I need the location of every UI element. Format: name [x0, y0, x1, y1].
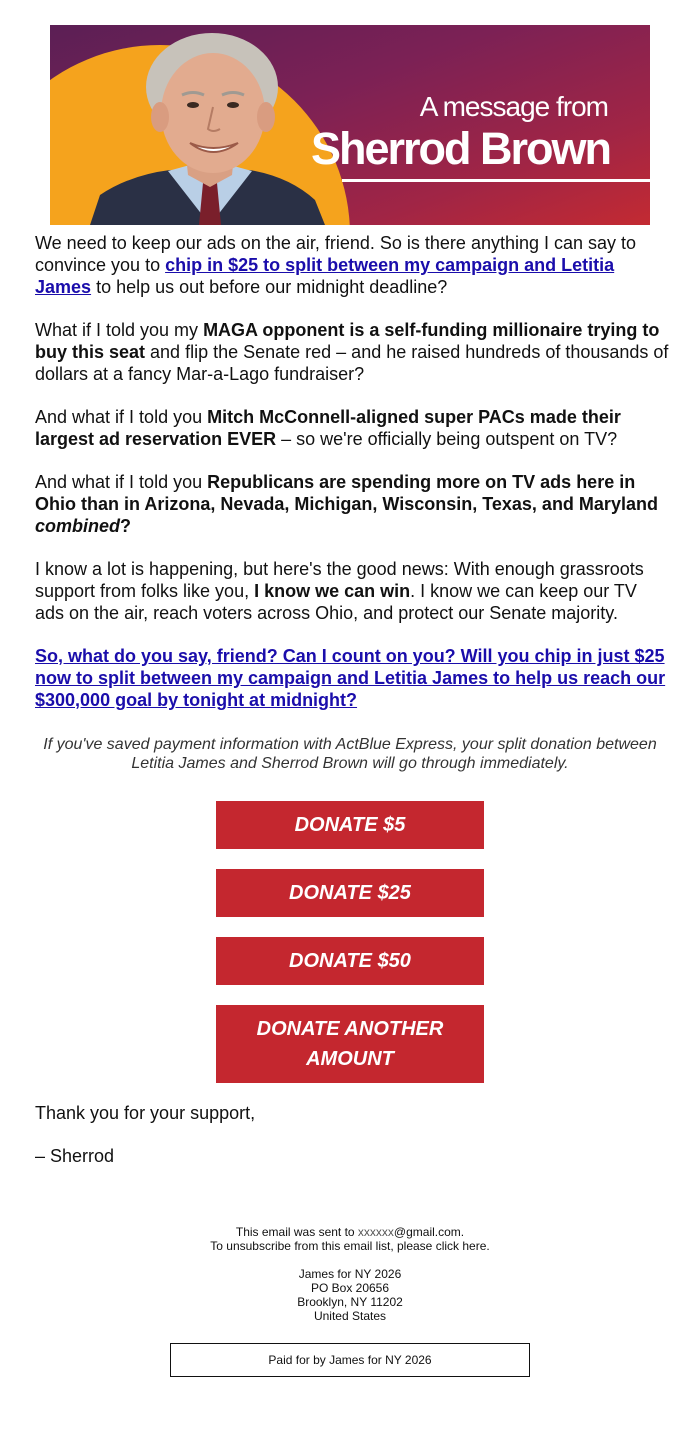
signoff — [35, 1102, 255, 1188]
sherrod-brown-portrait — [90, 25, 330, 225]
paragraph-2-text-end: and flip the Senate red – and he raised hundreds of thousands of dollars at a fancy Mar-a-Lago fundraiser? — [35, 342, 669, 384]
hero-underline — [342, 179, 650, 182]
sent-to-label: This email was sent to — [235, 1225, 358, 1239]
paragraph-5 — [35, 558, 669, 624]
paragraph-1-text: We need to keep our ads on the air, friend. So is there anything I can say to convince you to — [35, 233, 637, 275]
paragraph-5-emphasis: I know we can win — [254, 581, 411, 601]
donate-other-amount-button[interactable]: DONATE ANOTHER AMOUNT — [216, 1005, 484, 1083]
paragraph-4-text: And what if I told you — [35, 472, 208, 492]
unsubscribe-suffix: . — [486, 1239, 490, 1253]
paragraph-1-text-end: to help us out before our midnight deadline? — [91, 277, 448, 297]
footer-org: James for NY 2026 — [298, 1267, 402, 1281]
cta-paragraph — [35, 645, 669, 711]
footer-country: United States — [313, 1309, 387, 1323]
cta-link[interactable]: So, what do you say, friend? Can I count on you? Will you chip in just $25 now to split between my campaign and Letitia James to help us reach our $300,000 goal by tonight at midnight? — [35, 646, 666, 710]
paragraph-4 — [35, 471, 669, 537]
unsubscribe-link[interactable]: click here — [435, 1239, 487, 1253]
masked-email: xxxxxx — [357, 1225, 394, 1239]
unsubscribe-label: To unsubscribe from this email list, please — [210, 1239, 436, 1253]
paragraph-4-emphasis: Republicans are spending more on TV ads here in Ohio than in Arizona, Nevada, Michigan, Wisconsin, Texas, and Maryland — [35, 472, 658, 514]
email-footer — [0, 1225, 700, 1323]
chip-in-link[interactable]: chip in $25 to split between my campaign and Letitia James — [35, 255, 615, 297]
footer-po-box: PO Box 20656 — [310, 1281, 390, 1295]
paragraph-2-text: What if I told you my — [35, 320, 204, 340]
hero-banner — [50, 25, 650, 225]
hero-kicker: A message from — [419, 91, 608, 122]
paragraph-2-emphasis: MAGA opponent is a self-funding millionaire trying to buy this seat — [35, 320, 660, 362]
email-body — [35, 232, 669, 732]
paragraph-3-emphasis: Mitch McConnell-aligned super PACs made their largest ad reservation EVER — [35, 407, 621, 449]
paragraph-5-text: I know a lot is happening, but here's the good news: With enough grassroots support from folks like you, — [35, 559, 644, 601]
footer-city: Brooklyn, NY 11202 — [297, 1295, 403, 1309]
email-domain: @gmail.com. — [393, 1225, 465, 1239]
paragraph-5-text-end: . I know we can keep our TV ads on the air, reach voters across Ohio, and protect our Senate majority. — [35, 581, 637, 623]
paid-for-disclaimer: Paid for by James for NY 2026 — [170, 1343, 530, 1377]
paragraph-3-text-end: – so we're officially being outspent on TV? — [276, 429, 618, 449]
paragraph-3-text: And what if I told you — [35, 407, 208, 427]
unsubscribe-line — [0, 1239, 700, 1253]
donate-5-button[interactable]: DONATE $5 — [216, 801, 484, 849]
sent-to-line — [0, 1225, 700, 1239]
footer-spacer — [0, 1253, 700, 1267]
paragraph-1 — [35, 232, 669, 298]
paragraph-2 — [35, 319, 669, 385]
actblue-express-note: If you've saved payment information with ActBlue Express, your split donation between Letitia James and Sherrod Brown will go through immediately. — [43, 736, 657, 772]
hero-name: Sherrod Brown — [310, 123, 610, 174]
signature: – Sherrod — [35, 1146, 115, 1166]
donate-50-button[interactable]: DONATE $50 — [216, 937, 484, 985]
paragraph-4-italic: combined — [35, 516, 121, 536]
thanks-text: Thank you for your support, — [35, 1103, 256, 1123]
paragraph-3 — [35, 406, 669, 450]
paragraph-4-text-end: ? — [120, 516, 132, 536]
donate-25-button[interactable]: DONATE $25 — [216, 869, 484, 917]
